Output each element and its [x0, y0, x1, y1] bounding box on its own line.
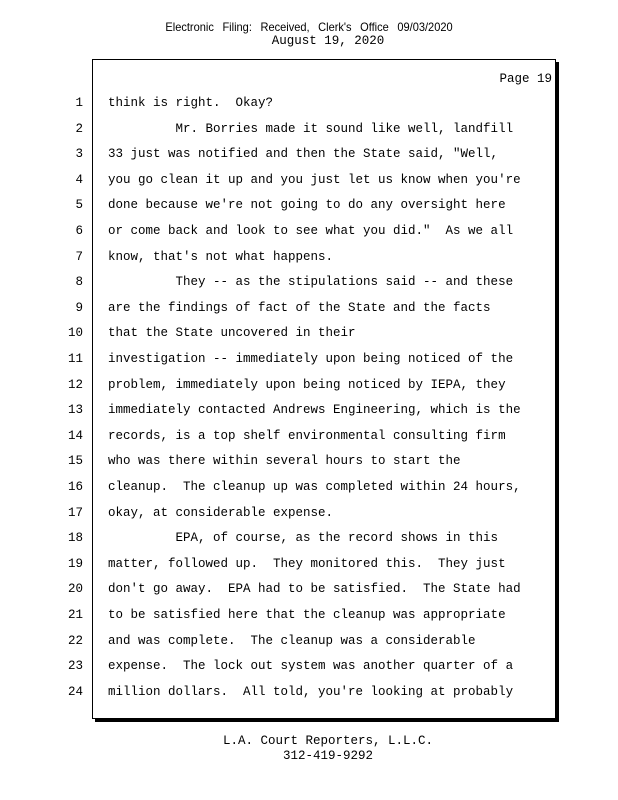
- transcript-line: [0, 477, 618, 497]
- line-text: They -- as the stipulations said -- and these: [108, 275, 514, 290]
- line-text: okay, at considerable expense.: [108, 505, 334, 520]
- line-text: who was there within several hours to start the: [108, 454, 461, 469]
- transcript-line: [0, 247, 618, 267]
- page-number: Page 19: [499, 72, 552, 86]
- transcript-line: [0, 144, 618, 164]
- line-text: think is right. Okay?: [108, 96, 274, 110]
- transcript-line: [0, 323, 618, 343]
- transcript-line: [0, 426, 618, 446]
- transcript-line: [0, 272, 618, 292]
- line-number: 21: [67, 608, 83, 622]
- line-text: don't go away. EPA had to be satisfied. The State had: [108, 582, 521, 597]
- line-number: 8: [75, 275, 83, 290]
- transcript-line: [0, 682, 618, 702]
- filing-stamp: Electronic Filing: Received, Clerk's Office 09/03/2020: [165, 20, 453, 34]
- line-text: 33 just was notified and then the State said, "Well,: [108, 147, 499, 162]
- line-text: you go clean it up and you just let us know when you're: [108, 172, 521, 187]
- line-number: 7: [75, 249, 83, 264]
- transcript-line: [0, 221, 618, 241]
- transcript-line: [0, 503, 618, 523]
- transcript-line: [0, 170, 618, 190]
- footer-company: L.A. Court Reporters, L.L.C.: [222, 734, 434, 748]
- line-text: that the State uncovered in their: [108, 326, 356, 341]
- transcript-line: [0, 631, 618, 651]
- footer-phone: 312-419-9292: [282, 749, 373, 763]
- line-text: know, that's not what happens.: [108, 249, 334, 264]
- line-number: 4: [75, 172, 83, 187]
- line-text: done because we're not going to do any oversight here: [108, 198, 506, 213]
- transcript-line: [0, 375, 618, 395]
- line-text: investigation -- immediately upon being noticed of the: [108, 352, 514, 366]
- transcript-line: [0, 579, 618, 599]
- line-number: 14: [67, 428, 83, 443]
- line-number: 24: [67, 684, 83, 699]
- line-number: 10: [67, 326, 83, 341]
- transcript-date: August 19, 2020: [271, 34, 385, 48]
- transcript-line: [0, 656, 618, 676]
- line-number: 9: [75, 300, 83, 315]
- line-text: records, is a top shelf environmental consulting firm: [108, 428, 506, 443]
- line-text: and was complete. The cleanup was a considerable: [108, 633, 476, 648]
- line-text: are the findings of fact of the State and the facts: [108, 300, 491, 315]
- line-number: 6: [75, 224, 83, 238]
- transcript-line: [0, 400, 618, 420]
- line-number: 11: [67, 352, 83, 366]
- line-number: 3: [75, 147, 83, 162]
- line-number: 1: [75, 96, 83, 110]
- transcript-line: [0, 451, 618, 471]
- line-number: 5: [75, 198, 83, 213]
- line-text: problem, immediately upon being noticed by IEPA, they: [108, 377, 506, 392]
- transcript-line: [0, 93, 618, 113]
- line-number: 16: [67, 480, 83, 494]
- line-text: million dollars. All told, you're looking at probably: [108, 684, 514, 699]
- line-number: 20: [67, 582, 83, 597]
- line-text: cleanup. The cleanup up was completed within 24 hours,: [108, 480, 521, 494]
- line-text: expense. The lock out system was another quarter of a: [108, 659, 514, 674]
- line-number: 22: [67, 633, 83, 648]
- line-text: EPA, of course, as the record shows in this: [108, 531, 499, 546]
- line-text: matter, followed up. They monitored this. They just: [108, 556, 506, 571]
- line-number: 17: [67, 505, 83, 520]
- transcript-line: [0, 528, 618, 548]
- line-text: to be satisfied here that the cleanup was appropriate: [108, 608, 506, 622]
- transcript-line: [0, 119, 618, 139]
- line-text: or come back and look to see what you did." As we all: [108, 224, 514, 238]
- line-number: 18: [67, 531, 83, 546]
- line-number: 15: [67, 454, 83, 469]
- transcript-line: [0, 554, 618, 574]
- line-number: 19: [67, 556, 83, 571]
- line-number: 23: [67, 659, 83, 674]
- transcript-line: [0, 195, 618, 215]
- transcript-line: [0, 349, 618, 369]
- line-number: 12: [67, 377, 83, 392]
- line-text: immediately contacted Andrews Engineering, which is the: [108, 403, 521, 418]
- line-text: Mr. Borries made it sound like well, landfill: [108, 121, 514, 136]
- transcript-line: [0, 298, 618, 318]
- line-number: 13: [67, 403, 83, 418]
- transcript-line: [0, 605, 618, 625]
- line-number: 2: [75, 121, 83, 136]
